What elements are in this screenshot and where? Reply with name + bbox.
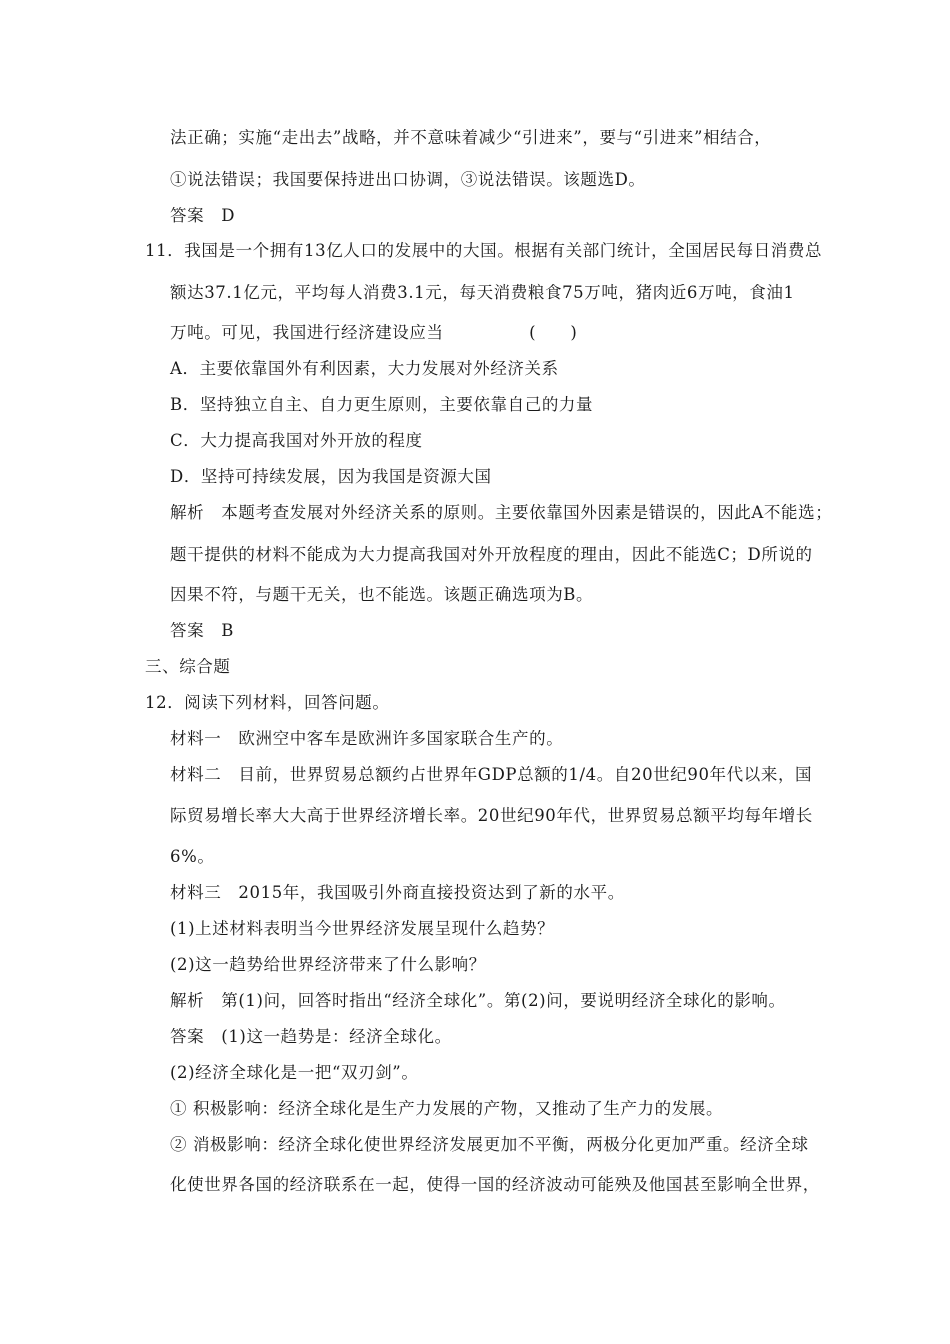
text-line: C．大力提高我国对外开放的程度 (170, 431, 423, 450)
text-line: 法正确；实施“走出去”战略，并不意味着减少“引进来”，要与“引进来”相结合， (170, 128, 772, 147)
text-line: D．坚持可持续发展，因为我国是资源大国 (170, 467, 492, 486)
text-line: 答案 B (170, 621, 235, 640)
text-line: 11．我国是一个拥有13亿人口的发展中的大国。根据有关部门统计，全国居民每日消费总 (145, 241, 823, 260)
text-line: 额达37.1亿元，平均每人消费3.1元，每天消费粮食75万吨，猪肉近6万吨，食油1 (170, 283, 795, 302)
text-line: 材料二 目前，世界贸易总额约占世界年GDP总额的1/4。自20世纪90年代以来，国 (170, 765, 813, 784)
text-line: 答案 D (170, 206, 236, 225)
text-line: 解析 第(1)问，回答时指出“经济全球化”。第(2)问，要说明经济全球化的影响。 (170, 991, 786, 1010)
text-line: 三、综合题 (145, 657, 231, 676)
text-line: ①说法错误；我国要保持进出口协调，③说法错误。该题选D。 (170, 170, 646, 189)
text-line: 答案 (1)这一趋势是：经济全球化。 (170, 1027, 452, 1046)
text-line: 解析 本题考查发展对外经济关系的原则。主要依靠国外因素是错误的，因此A不能选； (170, 503, 833, 522)
text-line: (2)这一趋势给世界经济带来了什么影响？ (170, 955, 486, 974)
text-line: B．坚持独立自主、自力更生原则，主要依靠自己的力量 (170, 395, 594, 414)
text-line: ② 消极影响：经济全球化使世界经济发展更加不平衡，两极分化更加严重。经济全球 (170, 1135, 809, 1154)
text-line: 际贸易增长率大大高于世界经济增长率。20世纪90年代，世界贸易总额平均每年增长 (170, 806, 813, 825)
text-line: ① 积极影响：经济全球化是生产力发展的产物，又推动了生产力的发展。 (170, 1099, 724, 1118)
text-line: 万吨。可见，我国进行经济建设应当 ( ) (170, 323, 578, 342)
text-line: (1)上述材料表明当今世界经济发展呈现什么趋势？ (170, 919, 555, 938)
text-line: 题干提供的材料不能成为大力提高我国对外开放程度的理由，因此不能选C；D所说的 (170, 545, 813, 564)
text-line: 材料三 2015年，我国吸引外商直接投资达到了新的水平。 (170, 883, 625, 902)
text-line: 化使世界各国的经济联系在一起，使得一国的经济波动可能殃及他国甚至影响全世界， (170, 1175, 820, 1194)
text-line: 6%。 (170, 847, 215, 866)
text-line: 12．阅读下列材料，回答问题。 (145, 693, 390, 712)
text-line: 材料一 欧洲空中客车是欧洲许多国家联合生产的。 (170, 729, 564, 748)
text-line: A．主要依靠国外有利因素，大力发展对外经济关系 (170, 359, 559, 378)
text-line: (2)经济全球化是一把“双刃剑”。 (170, 1063, 419, 1082)
text-line: 因果不符，与题干无关，也不能选。该题正确选项为B。 (170, 585, 594, 604)
